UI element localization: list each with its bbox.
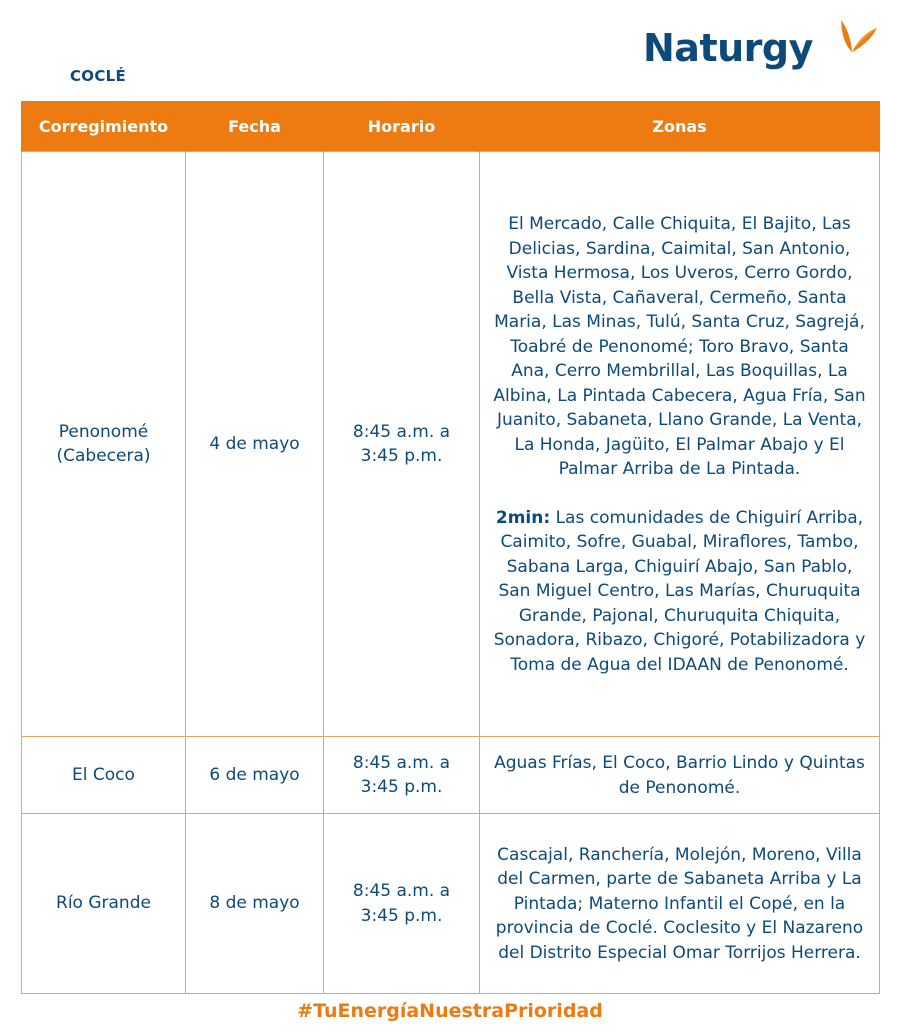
cell-corregimiento: Río Grande bbox=[22, 814, 186, 994]
butterfly-logo-icon bbox=[835, 18, 879, 64]
cell-fecha: 4 de mayo bbox=[186, 152, 324, 737]
cell-fecha: 6 de mayo bbox=[186, 737, 324, 814]
hashtag: #TuEnergíaNuestraPrioridad bbox=[297, 1000, 603, 1022]
cell-horario: 8:45 a.m. a 3:45 p.m. bbox=[324, 814, 480, 994]
cell-fecha: 8 de mayo bbox=[186, 814, 324, 994]
zonas-text: El Mercado, Calle Chiquita, El Bajito, Las Delicias, Sardina, Caimital, San Antonio, Vista Hermosa, Los Uveros, Cerro Gordo, Bella Vista, Cañaveral, Cermeño, Santa Maria, Las Minas, Tulú, Santa Cruz, Sagrejá, Toabré de Penonomé; Toro Bravo, Santa Ana, Cerro Membrillal, Las Boquillas, La Albina, La Pintada Cabecera, Agua Fría, San Juanito, Sabaneta, Llano Grande, La Venta, La Honda, Jagüito, El Palmar Abajo y El Palmar Arriba de La Pintada. bbox=[493, 214, 866, 479]
header-fecha: Fecha bbox=[186, 101, 324, 152]
brand-name: Naturgy bbox=[643, 26, 813, 70]
cell-corregimiento: El Coco bbox=[22, 737, 186, 814]
zonas-extra-label: 2min: bbox=[495, 507, 551, 528]
schedule-table bbox=[21, 101, 880, 994]
table-row bbox=[22, 814, 880, 994]
region-title: COCLÉ bbox=[70, 67, 127, 85]
cell-horario: 8:45 a.m. a 3:45 p.m. bbox=[324, 737, 480, 814]
zonas-extra-text: Las comunidades de Chiguirí Arriba, Caimito, Sofre, Guabal, Miraflores, Tambo, Sabana Larga, Chiguirí Abajo, San Pablo, San Miguel Centro, Las Marías, Churuquita Grande, Pajonal, Churuquita Chiquita, Sonadora, Ribazo, Chigoré, Potabilizadora y Toma de Agua del IDAAN de Penonomé. bbox=[493, 507, 866, 675]
cell-horario: 8:45 a.m. a 3:45 p.m. bbox=[324, 152, 480, 737]
zonas-extra-paragraph bbox=[490, 506, 869, 678]
naturgy-logo bbox=[643, 18, 883, 84]
cell-zonas bbox=[480, 152, 880, 737]
table-row bbox=[22, 152, 880, 737]
table-row bbox=[22, 737, 880, 814]
table-header-row bbox=[22, 101, 880, 152]
cell-zonas: Cascajal, Ranchería, Molejón, Moreno, Villa del Carmen, parte de Sabaneta Arriba y La Pintada; Materno Infantil el Copé, en la provincia de Coclé. Coclesito y El Nazareno del Distrito Especial Omar Torrijos Herrera. bbox=[480, 814, 880, 994]
cell-corregimiento: Penonomé (Cabecera) bbox=[22, 152, 186, 737]
header-corregimiento: Corregimiento bbox=[22, 101, 186, 152]
header-horario: Horario bbox=[324, 101, 480, 152]
cell-zonas: Aguas Frías, El Coco, Barrio Lindo y Quintas de Penonomé. bbox=[480, 737, 880, 814]
header-zonas: Zonas bbox=[480, 101, 880, 152]
